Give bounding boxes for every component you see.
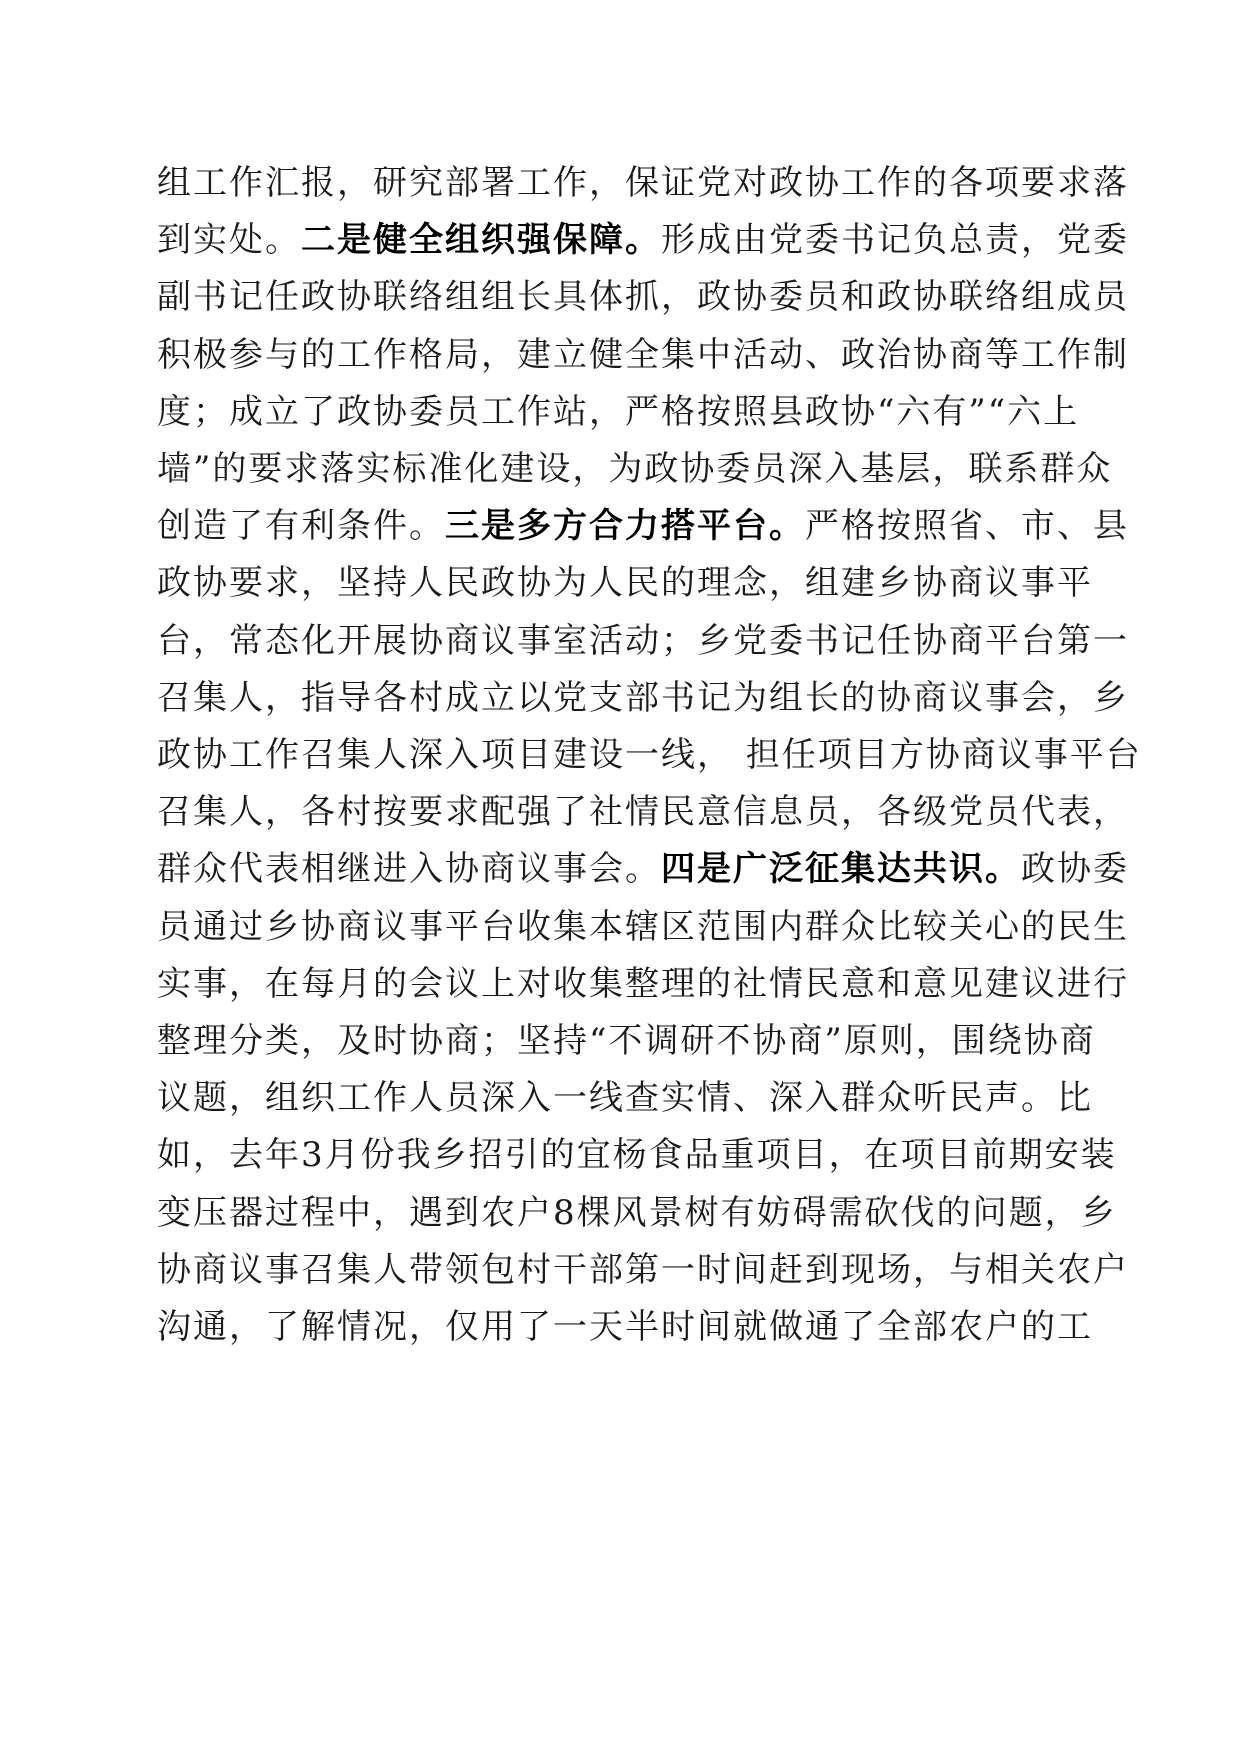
text-line [157, 498, 1129, 554]
body-text-span: 整理分类，及时协商；坚持“不调研不协商”原则，围绕协商 [157, 1021, 1096, 1061]
body-text-span: 组工作汇报，研究部署工作，保证党对政协工作的各项要求落 [157, 163, 1129, 203]
body-text-span: 形成由党委书记负总责，党委 [661, 220, 1129, 261]
text-line [157, 1242, 1129, 1298]
body-text-span: 员通过乡协商议事平台收集本辖区范围内群众比较关心的民生 [157, 906, 1129, 947]
text-line [157, 613, 1129, 669]
text-line [157, 670, 1129, 726]
bold-heading-phrase: 四是广泛征集达共识。 [661, 849, 1021, 890]
body-text-span: 政协工作召集人深入项目建设一线， 担任项目方协商议事平台 [157, 735, 1142, 775]
text-line [157, 555, 1107, 611]
text-line [157, 956, 1129, 1012]
body-text-span: 实事，在每月的会议上对收集整理的社情民意和意见建议进行 [157, 963, 1129, 1004]
text-line [157, 384, 1107, 440]
bold-heading-phrase: 三是多方合力搭平台。 [445, 506, 805, 547]
body-text-span: 协商议事召集人带领包村干部第一时间赶到现场，与相关农户 [157, 1249, 1129, 1290]
body-text-span: 群众代表相继进入协商议事会。 [157, 849, 661, 890]
body-text-span: 召集人，指导各村成立以党支部书记为组长的协商议事会，乡 [157, 677, 1129, 718]
text-line [157, 269, 1129, 325]
text-line [157, 1070, 1107, 1126]
body-text-span: 创造了有利条件。 [157, 506, 445, 547]
bold-heading-phrase: 二是健全组织强保障。 [301, 220, 661, 261]
body-text-span: 政协委 [1021, 849, 1129, 890]
text-line [157, 899, 1129, 955]
text-line [157, 212, 1129, 268]
body-text-span: 副书记任政协联络组组长具体抓，政协委员和政协联络组成员 [157, 277, 1129, 318]
text-line [157, 1013, 1107, 1069]
text-line [157, 155, 1129, 211]
text-line [157, 1185, 1117, 1241]
text-line [157, 727, 1142, 783]
text-line [157, 841, 1129, 897]
body-text-span: 召集人，各村按要求配强了社情民意信息员，各级党员代表， [157, 792, 1129, 833]
text-line [157, 784, 1129, 840]
text-line [157, 1299, 1107, 1355]
body-text-span: 议题，组织工作人员深入一线查实情、深入群众听民声。比 [157, 1078, 1093, 1119]
body-text-span: 积极参与的工作格局，建立健全集中活动、政治协商等工作制 [157, 334, 1129, 375]
body-text-span: 沟通，了解情况，仅用了一天半时间就做通了全部农户的工 [157, 1307, 1093, 1347]
body-text-span: 变压器过程中，遇到农户8棵风景树有妨碍需砍伐的问题，乡 [157, 1192, 1117, 1233]
body-text-span: 政协要求，坚持人民政协为人民的理念，组建乡协商议事平 [157, 563, 1093, 604]
body-text-span: 如，去年3月份我乡招引的宜杨食品重项目，在项目前期安装 [157, 1135, 1117, 1176]
body-text-span: 台，常态化开展协商议事室活动；乡党委书记任协商平台第一 [157, 620, 1129, 661]
body-text-span: 度；成立了政协委员工作站，严格按照县政协“六有”“六上 [157, 391, 1080, 432]
text-line [157, 441, 1113, 497]
text-line [157, 327, 1129, 383]
body-text-span: 墙”的要求落实标准化建设，为政协委员深入基层，联系群众 [157, 449, 1113, 489]
body-text-span: 严格按照省、市、县 [805, 506, 1129, 547]
body-text-span: 到实处。 [157, 220, 301, 261]
text-line [157, 1127, 1117, 1183]
